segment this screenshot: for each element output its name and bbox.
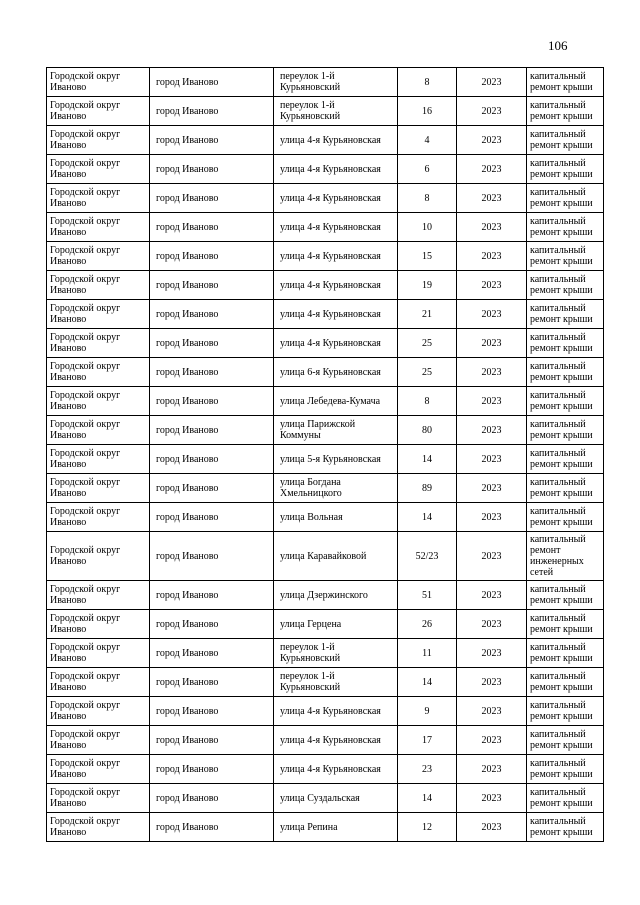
- okrug-cell: Городской округ Иваново: [47, 697, 150, 726]
- okrug-cell: Городской округ Иваново: [47, 416, 150, 445]
- okrug-cell: Городской округ Иваново: [47, 639, 150, 668]
- house-number-cell: 19: [398, 271, 457, 300]
- street-cell: улица 4-я Курьяновская: [274, 155, 398, 184]
- work-type-cell: капитальный ремонт крыши: [527, 474, 604, 503]
- okrug-cell: Городской округ Иваново: [47, 358, 150, 387]
- work-type-cell: капитальный ремонт крыши: [527, 242, 604, 271]
- table-row: [47, 213, 604, 242]
- okrug-cell: Городской округ Иваново: [47, 329, 150, 358]
- table-row: [47, 639, 604, 668]
- table-row: [47, 503, 604, 532]
- city-cell: город Иваново: [150, 68, 274, 97]
- city-cell: город Иваново: [150, 358, 274, 387]
- table-row: [47, 445, 604, 474]
- okrug-cell: Городской округ Иваново: [47, 155, 150, 184]
- house-number-cell: 11: [398, 639, 457, 668]
- table-row: [47, 184, 604, 213]
- work-type-cell: капитальный ремонт крыши: [527, 726, 604, 755]
- table-row: [47, 300, 604, 329]
- city-cell: город Иваново: [150, 784, 274, 813]
- house-number-cell: 12: [398, 813, 457, 842]
- year-cell: 2023: [457, 126, 527, 155]
- table-row: [47, 155, 604, 184]
- table-row: [47, 532, 604, 581]
- street-cell: улица Парижской Коммуны: [274, 416, 398, 445]
- city-cell: город Иваново: [150, 213, 274, 242]
- work-type-cell: капитальный ремонт крыши: [527, 329, 604, 358]
- work-type-cell: капитальный ремонт крыши: [527, 784, 604, 813]
- okrug-cell: Городской округ Иваново: [47, 68, 150, 97]
- year-cell: 2023: [457, 784, 527, 813]
- city-cell: город Иваново: [150, 329, 274, 358]
- city-cell: город Иваново: [150, 184, 274, 213]
- work-type-cell: капитальный ремонт крыши: [527, 213, 604, 242]
- okrug-cell: Городской округ Иваново: [47, 668, 150, 697]
- year-cell: 2023: [457, 503, 527, 532]
- street-cell: улица 4-я Курьяновская: [274, 126, 398, 155]
- okrug-cell: Городской округ Иваново: [47, 813, 150, 842]
- house-number-cell: 10: [398, 213, 457, 242]
- okrug-cell: Городской округ Иваново: [47, 97, 150, 126]
- house-number-cell: 17: [398, 726, 457, 755]
- street-cell: улица 4-я Курьяновская: [274, 242, 398, 271]
- street-cell: улица Герцена: [274, 610, 398, 639]
- table-row: [47, 126, 604, 155]
- city-cell: город Иваново: [150, 387, 274, 416]
- house-number-cell: 14: [398, 784, 457, 813]
- year-cell: 2023: [457, 329, 527, 358]
- okrug-cell: Городской округ Иваново: [47, 503, 150, 532]
- city-cell: город Иваново: [150, 416, 274, 445]
- street-cell: улица Репина: [274, 813, 398, 842]
- city-cell: город Иваново: [150, 639, 274, 668]
- house-number-cell: 14: [398, 445, 457, 474]
- house-number-cell: 4: [398, 126, 457, 155]
- street-cell: улица Лебедева-Кумача: [274, 387, 398, 416]
- city-cell: город Иваново: [150, 300, 274, 329]
- table-body: [47, 68, 604, 842]
- table-row: [47, 329, 604, 358]
- page-number: 106: [548, 38, 568, 53]
- city-cell: город Иваново: [150, 726, 274, 755]
- year-cell: 2023: [457, 358, 527, 387]
- table-row: [47, 358, 604, 387]
- house-number-cell: 25: [398, 329, 457, 358]
- street-cell: улица Дзержинского: [274, 581, 398, 610]
- street-cell: переулок 1-й Курьяновский: [274, 68, 398, 97]
- street-cell: улица 4-я Курьяновская: [274, 184, 398, 213]
- street-cell: улица Вольная: [274, 503, 398, 532]
- okrug-cell: Городской округ Иваново: [47, 213, 150, 242]
- city-cell: город Иваново: [150, 97, 274, 126]
- street-cell: переулок 1-й Курьяновский: [274, 668, 398, 697]
- city-cell: город Иваново: [150, 271, 274, 300]
- okrug-cell: Городской округ Иваново: [47, 784, 150, 813]
- city-cell: город Иваново: [150, 532, 274, 581]
- work-type-cell: капитальный ремонт крыши: [527, 610, 604, 639]
- work-type-cell: капитальный ремонт инженерных сетей: [527, 532, 604, 581]
- year-cell: 2023: [457, 813, 527, 842]
- okrug-cell: Городской округ Иваново: [47, 726, 150, 755]
- city-cell: город Иваново: [150, 697, 274, 726]
- okrug-cell: Городской округ Иваново: [47, 271, 150, 300]
- table-row: [47, 416, 604, 445]
- work-type-cell: капитальный ремонт крыши: [527, 445, 604, 474]
- table-row: [47, 68, 604, 97]
- street-cell: улица 4-я Курьяновская: [274, 755, 398, 784]
- year-cell: 2023: [457, 213, 527, 242]
- okrug-cell: Городской округ Иваново: [47, 300, 150, 329]
- table-row: [47, 242, 604, 271]
- year-cell: 2023: [457, 387, 527, 416]
- work-type-cell: капитальный ремонт крыши: [527, 97, 604, 126]
- table-row: [47, 755, 604, 784]
- work-type-cell: капитальный ремонт крыши: [527, 155, 604, 184]
- work-type-cell: капитальный ремонт крыши: [527, 755, 604, 784]
- okrug-cell: Городской округ Иваново: [47, 581, 150, 610]
- house-number-cell: 52/23: [398, 532, 457, 581]
- okrug-cell: Городской округ Иваново: [47, 474, 150, 503]
- house-number-cell: 14: [398, 503, 457, 532]
- year-cell: 2023: [457, 639, 527, 668]
- okrug-cell: Городской округ Иваново: [47, 126, 150, 155]
- house-number-cell: 26: [398, 610, 457, 639]
- year-cell: 2023: [457, 416, 527, 445]
- year-cell: 2023: [457, 610, 527, 639]
- table-row: [47, 697, 604, 726]
- city-cell: город Иваново: [150, 668, 274, 697]
- table-row: [47, 474, 604, 503]
- street-cell: улица 4-я Курьяновская: [274, 300, 398, 329]
- city-cell: город Иваново: [150, 242, 274, 271]
- house-number-cell: 8: [398, 184, 457, 213]
- okrug-cell: Городской округ Иваново: [47, 445, 150, 474]
- table-row: [47, 726, 604, 755]
- house-number-cell: 51: [398, 581, 457, 610]
- city-cell: город Иваново: [150, 581, 274, 610]
- house-number-cell: 21: [398, 300, 457, 329]
- year-cell: 2023: [457, 532, 527, 581]
- work-type-cell: капитальный ремонт крыши: [527, 503, 604, 532]
- work-type-cell: капитальный ремонт крыши: [527, 387, 604, 416]
- year-cell: 2023: [457, 697, 527, 726]
- year-cell: 2023: [457, 97, 527, 126]
- city-cell: город Иваново: [150, 126, 274, 155]
- okrug-cell: Городской округ Иваново: [47, 387, 150, 416]
- house-number-cell: 9: [398, 697, 457, 726]
- table-row: [47, 387, 604, 416]
- city-cell: город Иваново: [150, 474, 274, 503]
- city-cell: город Иваново: [150, 813, 274, 842]
- street-cell: улица Каравайковой: [274, 532, 398, 581]
- street-cell: переулок 1-й Курьяновский: [274, 639, 398, 668]
- work-type-cell: капитальный ремонт крыши: [527, 416, 604, 445]
- house-number-cell: 15: [398, 242, 457, 271]
- work-type-cell: капитальный ремонт крыши: [527, 271, 604, 300]
- table-row: [47, 784, 604, 813]
- street-cell: улица 4-я Курьяновская: [274, 213, 398, 242]
- repair-schedule-table: [46, 67, 604, 842]
- year-cell: 2023: [457, 581, 527, 610]
- work-type-cell: капитальный ремонт крыши: [527, 668, 604, 697]
- table-row: [47, 813, 604, 842]
- city-cell: город Иваново: [150, 445, 274, 474]
- year-cell: 2023: [457, 668, 527, 697]
- work-type-cell: капитальный ремонт крыши: [527, 300, 604, 329]
- street-cell: переулок 1-й Курьяновский: [274, 97, 398, 126]
- year-cell: 2023: [457, 155, 527, 184]
- house-number-cell: 16: [398, 97, 457, 126]
- house-number-cell: 25: [398, 358, 457, 387]
- city-cell: город Иваново: [150, 155, 274, 184]
- street-cell: улица 5-я Курьяновская: [274, 445, 398, 474]
- okrug-cell: Городской округ Иваново: [47, 532, 150, 581]
- city-cell: город Иваново: [150, 610, 274, 639]
- street-cell: улица 6-я Курьяновская: [274, 358, 398, 387]
- year-cell: 2023: [457, 474, 527, 503]
- house-number-cell: 23: [398, 755, 457, 784]
- street-cell: улица Богдана Хмельницкого: [274, 474, 398, 503]
- year-cell: 2023: [457, 445, 527, 474]
- work-type-cell: капитальный ремонт крыши: [527, 68, 604, 97]
- okrug-cell: Городской округ Иваново: [47, 755, 150, 784]
- city-cell: город Иваново: [150, 755, 274, 784]
- table-row: [47, 610, 604, 639]
- table-row: [47, 668, 604, 697]
- work-type-cell: капитальный ремонт крыши: [527, 581, 604, 610]
- work-type-cell: капитальный ремонт крыши: [527, 639, 604, 668]
- house-number-cell: 14: [398, 668, 457, 697]
- year-cell: 2023: [457, 271, 527, 300]
- table-row: [47, 271, 604, 300]
- house-number-cell: 8: [398, 387, 457, 416]
- work-type-cell: капитальный ремонт крыши: [527, 358, 604, 387]
- okrug-cell: Городской округ Иваново: [47, 242, 150, 271]
- house-number-cell: 8: [398, 68, 457, 97]
- year-cell: 2023: [457, 68, 527, 97]
- okrug-cell: Городской округ Иваново: [47, 610, 150, 639]
- table-row: [47, 581, 604, 610]
- year-cell: 2023: [457, 726, 527, 755]
- house-number-cell: 89: [398, 474, 457, 503]
- okrug-cell: Городской округ Иваново: [47, 184, 150, 213]
- street-cell: улица Суздальская: [274, 784, 398, 813]
- house-number-cell: 80: [398, 416, 457, 445]
- street-cell: улица 4-я Курьяновская: [274, 697, 398, 726]
- year-cell: 2023: [457, 300, 527, 329]
- street-cell: улица 4-я Курьяновская: [274, 271, 398, 300]
- work-type-cell: капитальный ремонт крыши: [527, 184, 604, 213]
- table-row: [47, 97, 604, 126]
- year-cell: 2023: [457, 242, 527, 271]
- city-cell: город Иваново: [150, 503, 274, 532]
- work-type-cell: капитальный ремонт крыши: [527, 697, 604, 726]
- house-number-cell: 6: [398, 155, 457, 184]
- year-cell: 2023: [457, 755, 527, 784]
- street-cell: улица 4-я Курьяновская: [274, 329, 398, 358]
- work-type-cell: капитальный ремонт крыши: [527, 126, 604, 155]
- work-type-cell: капитальный ремонт крыши: [527, 813, 604, 842]
- street-cell: улица 4-я Курьяновская: [274, 726, 398, 755]
- year-cell: 2023: [457, 184, 527, 213]
